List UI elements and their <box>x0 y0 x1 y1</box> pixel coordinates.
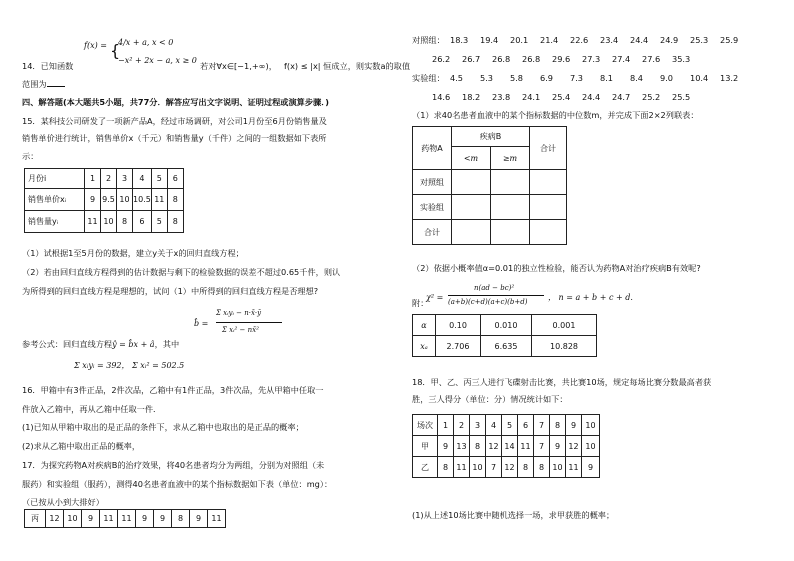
table-row <box>25 211 184 233</box>
data-value: 27.4 <box>612 54 631 64</box>
table-cell: 11 <box>100 510 118 528</box>
data-value: 13.2 <box>720 73 739 83</box>
table-cell: 10 <box>64 510 82 528</box>
table-cell <box>452 220 491 245</box>
table-cell <box>491 170 530 195</box>
q14-func-line1: 4/x + a, x < 0 <box>118 38 174 47</box>
data-value: 25.9 <box>720 35 739 45</box>
table-cell: 9 <box>190 510 208 528</box>
q14-cond2: f(x) ≤ |x| 恒成立，则实数a的取值 <box>284 61 411 71</box>
table-cell: 12 <box>46 510 64 528</box>
table-cell: 11 <box>118 510 136 528</box>
table-cell: 8 <box>470 436 486 457</box>
section4-heading: 四、解答题(本大题共5小题，共77分．解答应写出文字说明、证明过程或演算步骤．) <box>22 97 330 107</box>
q15-part1: （1）试根据1至5月份的数据，建立y关于x的回归直线方程； <box>22 248 244 258</box>
bing-row-table <box>24 509 226 528</box>
data-value: 24.9 <box>660 35 679 45</box>
data-value: 10.4 <box>690 73 709 83</box>
q14-func-line2: −x² + 2x − a, x ≥ 0 <box>118 56 197 65</box>
table-cell: 月份i <box>25 169 85 189</box>
control-label: 对照组： <box>412 35 445 45</box>
data-value: 26.8 <box>492 54 511 64</box>
data-value: 25.3 <box>690 35 709 45</box>
table-cell: 11 <box>208 510 226 528</box>
chi-denominator: (a+b)(c+d)(a+c)(b+d) <box>448 298 528 306</box>
table-cell: 8 <box>167 211 183 233</box>
table-cell: 6.635 <box>481 336 532 357</box>
data-value: 21.4 <box>540 35 559 45</box>
table-row <box>413 170 567 195</box>
table-row <box>413 195 567 220</box>
table-cell: α <box>413 315 436 336</box>
data-value: 24.1 <box>522 92 541 102</box>
table-cell <box>452 195 491 220</box>
table-cell: 14 <box>502 436 518 457</box>
table-cell <box>530 170 567 195</box>
q14-tail: 范围为 <box>22 78 65 90</box>
data-value: 26.2 <box>432 54 451 64</box>
table-cell: ≥m <box>491 147 530 170</box>
q15-line1: 15．某科技公司研发了一项新产品A，经过市场调研，对公司1月份至6月份销售量及 <box>22 116 327 126</box>
table-cell: 0.10 <box>436 315 481 336</box>
table-cell <box>530 220 567 245</box>
table-cell <box>530 195 567 220</box>
q15-table <box>24 168 184 233</box>
q14-fx: f(x) = <box>84 41 107 50</box>
table-cell: 7 <box>534 436 550 457</box>
fraction-bar <box>216 322 282 323</box>
table-cell: 乙 <box>413 457 438 478</box>
table-cell: 8 <box>518 457 534 478</box>
table-cell: 9 <box>438 436 454 457</box>
table-cell: 10 <box>470 457 486 478</box>
table-cell: 10.5 <box>133 189 152 211</box>
q15-part2a: （2）若由回归直线方程得到的估计数据与剩下的检验数据的误差不超过0.65千件，则认 <box>22 267 341 277</box>
data-value: 5.8 <box>510 73 524 83</box>
data-value: 24.4 <box>630 35 649 45</box>
table-cell: 8 <box>117 211 133 233</box>
data-value: 8.4 <box>630 73 644 83</box>
table-cell: 合计 <box>413 220 452 245</box>
data-value: 26.7 <box>462 54 481 64</box>
table-cell: 药物A <box>413 127 452 170</box>
b-hat-lhs: b̂ = <box>194 319 209 328</box>
q15-part2b: 为所得到的回归直线方程是理想的，试问（1）中所得到的回归直线方程是否理想? <box>22 286 319 296</box>
table-cell: 11 <box>566 457 582 478</box>
table-cell: 10 <box>582 436 600 457</box>
data-value: 27.3 <box>582 54 601 64</box>
data-value: 25.2 <box>642 92 661 102</box>
q16-line2: 件放入乙箱中，再从乙箱中任取一件． <box>22 404 162 414</box>
q17-line1: 17．为探究药物A对疾病B的治疗效果，将40名患者均分为两组，分别为对照组（未 <box>22 460 325 470</box>
table-cell: 7 <box>534 415 550 436</box>
table-cell <box>452 170 491 195</box>
q14-brace: { <box>110 41 121 60</box>
data-value: 14.6 <box>432 92 451 102</box>
table-cell: 9 <box>550 436 566 457</box>
q15-line2: 销售单价进行统计，销售单价x（千元）和销售量y（千件）之间的一组数据如下表所 <box>22 133 327 143</box>
table-cell: 场次 <box>413 415 438 436</box>
q18-part1: (1)从上述10场比赛中随机选择一场，求甲获胜的概率； <box>412 510 615 520</box>
table-cell: 5 <box>151 169 167 189</box>
table-cell: 8 <box>167 189 183 211</box>
chi-numerator: n(ad − bc)² <box>474 284 515 292</box>
table-cell: 对照组 <box>413 170 452 195</box>
data-value: 35.3 <box>672 54 691 64</box>
table-cell <box>491 220 530 245</box>
q17-line3: （已按从小到大排好） <box>22 497 104 507</box>
table-cell: 13 <box>454 436 470 457</box>
chi-lhs: χ² = <box>426 293 444 302</box>
table-cell: 销售单价xᵢ <box>25 189 85 211</box>
table-cell: 10 <box>117 189 133 211</box>
b-hat-denominator: Σ xᵢ² − nx̄² <box>222 326 259 334</box>
table-cell: <m <box>452 147 491 170</box>
table-cell: xₐ <box>413 336 436 357</box>
table-cell: 10 <box>582 415 600 436</box>
table-cell: 9 <box>82 510 100 528</box>
table-cell: 11 <box>454 457 470 478</box>
table-cell: 9.5 <box>101 189 117 211</box>
table-cell: 2 <box>101 169 117 189</box>
table-cell: 丙 <box>25 510 46 528</box>
q16-part1: (1)已知从甲箱中取出的是正品的条件下，求从乙箱中也取出的是正品的概率； <box>22 422 304 432</box>
data-value: 27.6 <box>642 54 661 64</box>
q16-part2: (2)求从乙箱中取出正品的概率， <box>22 441 141 451</box>
table-cell: 5 <box>151 211 167 233</box>
given-sums: Σ xᵢyᵢ = 392， Σ xᵢ² = 502.5 <box>74 361 185 370</box>
q14-cond1: 若对∀x∈[−1,+∞)， <box>200 61 277 71</box>
table-cell: 0.010 <box>481 315 532 336</box>
table-cell: 9 <box>582 457 600 478</box>
table-row <box>413 220 567 245</box>
q16-line1: 16．甲箱中有3件正品，2件次品，乙箱中有1件正品，3件次品，先从甲箱中任取一 <box>22 385 324 395</box>
table-cell: 实验组 <box>413 195 452 220</box>
table-cell: 3 <box>117 169 133 189</box>
fraction-bar <box>448 295 544 296</box>
q18-table <box>412 414 600 478</box>
alpha-table <box>412 314 597 357</box>
table-row <box>413 415 600 436</box>
data-value: 29.6 <box>552 54 571 64</box>
data-value: 25.5 <box>672 92 691 102</box>
table-cell: 8 <box>550 415 566 436</box>
data-value: 8.1 <box>600 73 614 83</box>
formula-label: 参考公式：回归直线方程ŷ = b̂x + â，其中 <box>22 339 180 349</box>
table-cell: 1 <box>85 169 101 189</box>
table-cell: 12 <box>486 436 502 457</box>
table-row <box>413 127 567 147</box>
q15-line3: 示： <box>22 151 39 161</box>
table-cell: 11 <box>518 436 534 457</box>
q18-line1: 18．甲、乙、丙三人进行飞碟射击比赛，共比赛10场，规定每场比赛分数最高者获 <box>412 377 712 387</box>
table-cell: 5 <box>502 415 518 436</box>
exp-label: 实验组： <box>412 73 445 83</box>
data-value: 25.4 <box>552 92 571 102</box>
table-cell: 10 <box>550 457 566 478</box>
q14-prefix: 14．已知函数 <box>22 61 74 71</box>
data-value: 18.3 <box>450 35 469 45</box>
data-value: 4.5 <box>450 73 464 83</box>
table-cell: 2 <box>454 415 470 436</box>
table-cell: 9 <box>85 189 101 211</box>
table-cell: 6 <box>133 211 152 233</box>
table-row <box>413 457 600 478</box>
table-cell: 10.828 <box>532 336 597 357</box>
table-cell: 12 <box>502 457 518 478</box>
q17-part2: （2）依据小概率值α=0.01的独立性检验，能否认为药物A对治疗疾病B有效呢? <box>412 263 701 273</box>
table-cell: 3 <box>470 415 486 436</box>
table-cell: 9 <box>154 510 172 528</box>
table-row <box>413 436 600 457</box>
data-value: 26.8 <box>522 54 541 64</box>
table-cell: 7 <box>486 457 502 478</box>
data-value: 9.0 <box>660 73 674 83</box>
table-cell: 0.001 <box>532 315 597 336</box>
data-value: 22.6 <box>570 35 589 45</box>
table-cell: 11 <box>85 211 101 233</box>
q17-line2: 服药）和实验组（服药），测得40名患者血液中的某个指标数据如下表（单位：mg）： <box>22 479 333 489</box>
table-cell: 合计 <box>530 127 567 170</box>
table-cell: 6 <box>518 415 534 436</box>
chi-label: 附： <box>412 298 429 308</box>
table-cell: 4 <box>486 415 502 436</box>
data-value: 20.1 <box>510 35 529 45</box>
chi-n: ， n = a + b + c + d. <box>548 293 633 302</box>
table-cell: 疾病B <box>452 127 530 147</box>
data-value: 24.7 <box>612 92 631 102</box>
data-value: 5.3 <box>480 73 494 83</box>
table-row <box>413 315 597 336</box>
table-cell: 2.706 <box>436 336 481 357</box>
data-value: 23.4 <box>600 35 619 45</box>
table-cell: 8 <box>438 457 454 478</box>
q17-part1: （1）求40名患者血液中的某个指标数据的中位数m，并完成下面2×2列联表： <box>412 110 699 120</box>
data-value: 24.4 <box>582 92 601 102</box>
table-cell: 9 <box>566 415 582 436</box>
answer-blank <box>47 78 65 87</box>
data-value: 23.8 <box>492 92 511 102</box>
table-cell: 甲 <box>413 436 438 457</box>
table-cell: 11 <box>151 189 167 211</box>
table-row <box>413 336 597 357</box>
table-cell: 1 <box>438 415 454 436</box>
table-cell: 销售量yᵢ <box>25 211 85 233</box>
table-cell: 12 <box>566 436 582 457</box>
q18-line2: 胜，三人得分（单位：分）情况统计如下： <box>412 394 568 404</box>
table-row <box>25 189 184 211</box>
data-value: 18.2 <box>462 92 481 102</box>
table-row <box>25 510 226 528</box>
contingency-table <box>412 126 567 245</box>
table-cell <box>491 195 530 220</box>
data-value: 6.9 <box>540 73 554 83</box>
data-value: 19.4 <box>480 35 499 45</box>
table-cell: 10 <box>101 211 117 233</box>
table-cell: 4 <box>133 169 152 189</box>
b-hat-numerator: Σ xᵢyᵢ − n·x̄·ȳ <box>216 309 262 317</box>
data-value: 7.3 <box>570 73 584 83</box>
table-cell: 6 <box>167 169 183 189</box>
table-cell: 8 <box>534 457 550 478</box>
table-cell: 8 <box>172 510 190 528</box>
table-cell: 9 <box>136 510 154 528</box>
table-row <box>25 169 184 189</box>
